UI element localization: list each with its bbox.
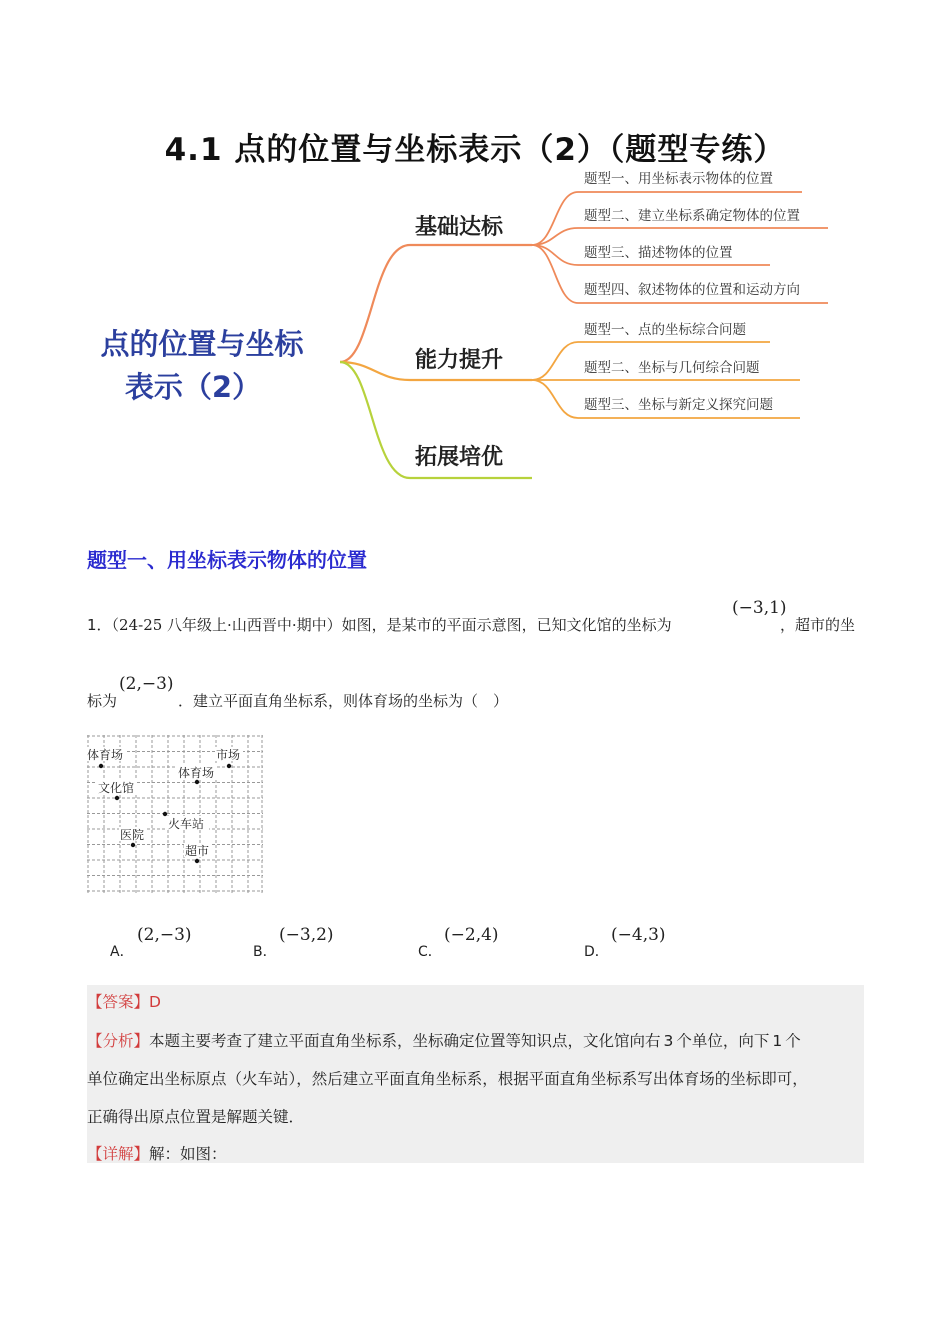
analysis-text-c: 个	[785, 1032, 801, 1050]
option-a-value: (2,−3)	[137, 925, 192, 945]
basic-item1: 题型一、用坐标表示物体的位置	[584, 171, 773, 187]
basic-item4: 题型四、叙述物体的位置和运动方向	[584, 282, 800, 298]
coord-supermarket: (2,−3)	[119, 674, 174, 694]
question-text2: ，超市的坐	[780, 616, 856, 634]
option-c-letter: C．	[418, 944, 442, 960]
answer-value: D	[149, 993, 161, 1011]
map-label-stadium-a: 体育场	[87, 748, 124, 762]
point-market	[227, 764, 231, 768]
point-stadium-a	[99, 764, 103, 768]
map-label-market: 市场	[216, 748, 241, 762]
mindmap-root-line2: 表示（2）	[124, 370, 262, 404]
analysis-num-1: 3	[663, 1032, 674, 1050]
mind-map	[0, 160, 950, 500]
option-a-letter: A．	[110, 944, 134, 960]
ability-item2: 题型二、坐标与几何综合问题	[584, 360, 760, 376]
detail-text: 解：如图：	[149, 1145, 227, 1163]
point-hospital	[131, 843, 135, 847]
question-source: （24-25 八年级上·山西晋中·期中）	[111, 616, 342, 634]
analysis-line2: 单位确定出坐标原点（火车站），然后建立平面直角坐标系，根据平面直角坐标系写出体育场的坐标即可，	[87, 1070, 808, 1088]
ability-item1: 题型一、点的坐标综合问题	[584, 322, 746, 338]
question-text1: 如图，是某市的平面示意图，已知文化馆的坐标为	[341, 616, 672, 634]
option-d-letter: D．	[584, 944, 609, 960]
analysis-line3: 正确得出原点位置是解题关键．	[87, 1108, 305, 1126]
basic-item3: 题型三、描述物体的位置	[584, 245, 733, 261]
analysis-tag: 【分析】	[87, 1032, 150, 1050]
connector-basic-item4	[532, 245, 578, 303]
page-title: 4.1 点的位置与坐标表示（2）（题型专练）	[164, 132, 786, 168]
map-label-supermarket: 超市	[185, 844, 210, 858]
map-label-stadium-b: 体育场	[178, 766, 215, 780]
question-line1	[87, 614, 672, 635]
city-map-figure	[87, 735, 263, 893]
point-stadium-b	[195, 780, 199, 784]
analysis-num-2: 1	[772, 1032, 783, 1050]
map-label-train-station: 火车站	[168, 817, 205, 831]
map-label-hospital: 医院	[120, 828, 145, 842]
question-text3: 标为	[87, 692, 118, 710]
connector-root-ability	[340, 362, 410, 380]
question-text4: ．建立平面直角坐标系，则体育场的坐标为（ ）	[178, 692, 509, 710]
connector-root-basic	[340, 245, 410, 362]
point-supermarket	[195, 859, 199, 863]
answer-line	[87, 990, 161, 1012]
answer-tag: 【答案】	[87, 993, 150, 1011]
analysis-text-b: 个单位，向下	[676, 1032, 770, 1050]
detail-tag: 【详解】	[87, 1145, 150, 1163]
option-b-value: (−3,2)	[279, 925, 334, 945]
point-train-station	[163, 812, 167, 816]
detail-line	[87, 1142, 227, 1164]
branch-basic-label: 基础达标	[415, 215, 504, 240]
branch-expand-label: 拓展培优	[415, 445, 504, 470]
section-heading: 题型一、用坐标表示物体的位置	[87, 548, 367, 572]
connector-ability-item3	[532, 380, 578, 418]
mindmap-root-line1: 点的位置与坐标	[100, 327, 304, 361]
map-label-culture-hall: 文化馆	[98, 781, 135, 795]
question-number: 1．	[87, 616, 112, 634]
option-d-value: (−4,3)	[611, 925, 666, 945]
analysis-text-a: 本题主要考查了建立平面直角坐标系，坐标确定位置等知识点，文化馆向右	[149, 1032, 661, 1050]
ability-item3: 题型三、坐标与新定义探究问题	[584, 397, 773, 413]
option-c-value: (−2,4)	[444, 925, 499, 945]
option-b-letter: B．	[253, 944, 277, 960]
basic-item2: 题型二、建立坐标系确定物体的位置	[584, 208, 800, 224]
branch-ability-label: 能力提升	[415, 348, 504, 373]
connector-ability-item1	[532, 342, 578, 380]
coord-culture-hall: (−3,1)	[732, 598, 787, 618]
analysis-line1	[87, 1029, 801, 1051]
point-culture-hall	[115, 796, 119, 800]
